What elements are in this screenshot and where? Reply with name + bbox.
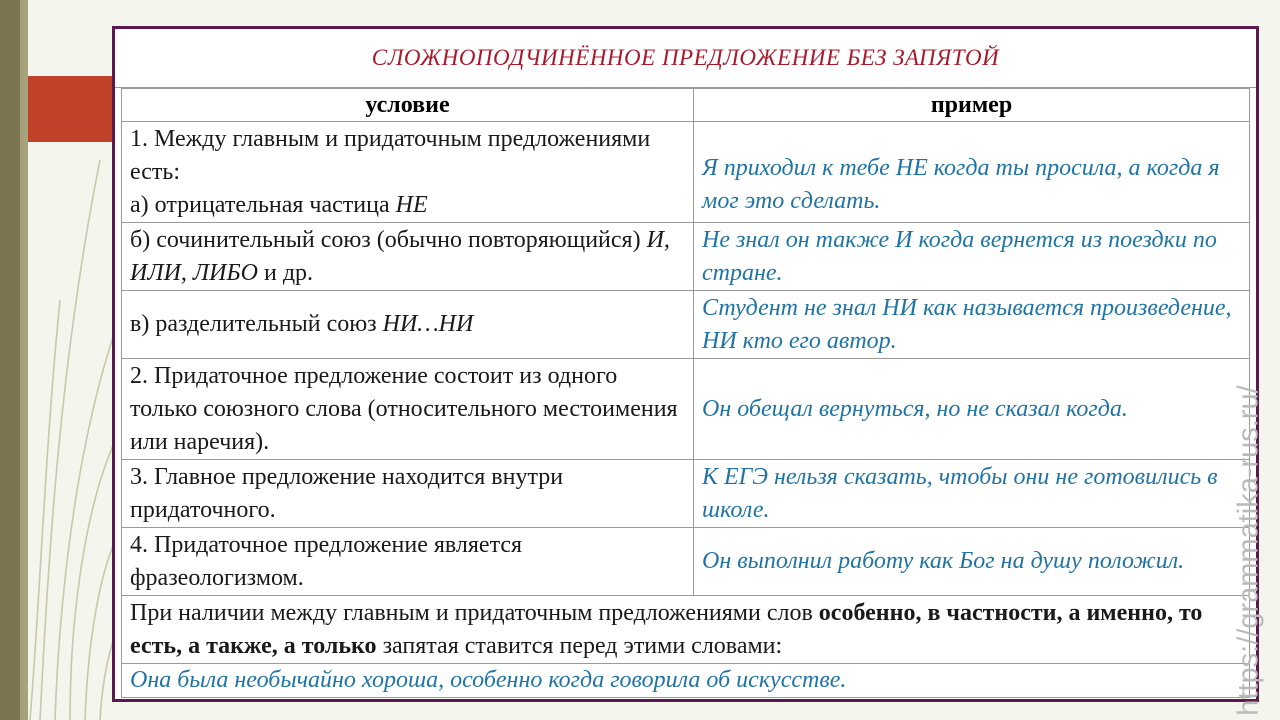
condition-text: 1. Между главным и придаточным предложениями есть: <box>130 125 651 185</box>
table-row <box>122 528 1250 596</box>
header-example: пример <box>694 89 1250 122</box>
condition-text: б) сочинительный союз (обычно повторяющийся) <box>130 226 647 253</box>
note-example-row <box>122 664 1250 698</box>
condition-cell <box>122 122 694 223</box>
table-header-row <box>122 89 1250 122</box>
note-bold-text: особенно, в частности, а именно, то есть, а также, а только <box>130 599 1203 659</box>
condition-text: а) отрицательная частица <box>130 191 396 218</box>
table-row <box>122 291 1250 359</box>
table-row <box>122 223 1250 291</box>
watermark <box>1224 384 1274 716</box>
red-accent-bar <box>28 76 116 142</box>
example-cell: Не знал он также И когда вернется из поездки по стране. <box>694 223 1250 291</box>
condition-italic-text: И, ИЛИ, ЛИБО <box>130 226 670 286</box>
slide-title: СЛОЖНОПОДЧИНЁННОЕ ПРЕДЛОЖЕНИЕ БЕЗ ЗАПЯТОЙ <box>115 29 1256 88</box>
condition-text: в) разделительный союз <box>130 311 383 337</box>
example-cell: Студент не знал НИ как называется произведение, НИ кто его автор. <box>694 291 1250 359</box>
note-cell <box>122 596 1250 664</box>
note-text: При наличии между главным и придаточным предложениями слов <box>130 599 819 626</box>
condition-cell: 2. Придаточное предложение состоит из одного только союзного слова (относительного местоимения или наречия). <box>122 359 694 460</box>
note-row <box>122 596 1250 664</box>
table-row <box>122 460 1250 528</box>
condition-cell: 4. Придаточное предложение является фразеологизмом. <box>122 528 694 596</box>
note-text: запятая ставится перед этими словами: <box>376 632 783 659</box>
note-example-cell: Она была необычайно хороша, особенно когда говорила об искусстве. <box>122 664 1250 698</box>
condition-italic-text: НИ…НИ <box>382 311 474 337</box>
example-cell: Он выполнил работу как Бог на душу положил. <box>694 528 1250 596</box>
condition-text: и др. <box>258 259 314 286</box>
condition-cell <box>122 223 694 291</box>
example-cell: К ЕГЭ нельзя сказать, чтобы они не готовились в школе. <box>694 460 1250 528</box>
condition-italic-text: НЕ <box>395 191 428 218</box>
condition-cell: 3. Главное предложение находится внутри придаточного. <box>122 460 694 528</box>
table-row <box>122 122 1250 223</box>
condition-cell <box>122 291 694 359</box>
watermark-text: https://grammatika-rus.ru/ <box>1232 384 1265 716</box>
rules-table <box>121 88 1250 698</box>
example-cell: Я приходил к тебе НЕ когда ты просила, а когда я мог это сделать. <box>694 122 1250 223</box>
table-row <box>122 359 1250 460</box>
rules-slide <box>112 26 1259 702</box>
example-cell: Он обещал вернуться, но не сказал когда. <box>694 359 1250 460</box>
header-condition: условие <box>122 89 694 122</box>
